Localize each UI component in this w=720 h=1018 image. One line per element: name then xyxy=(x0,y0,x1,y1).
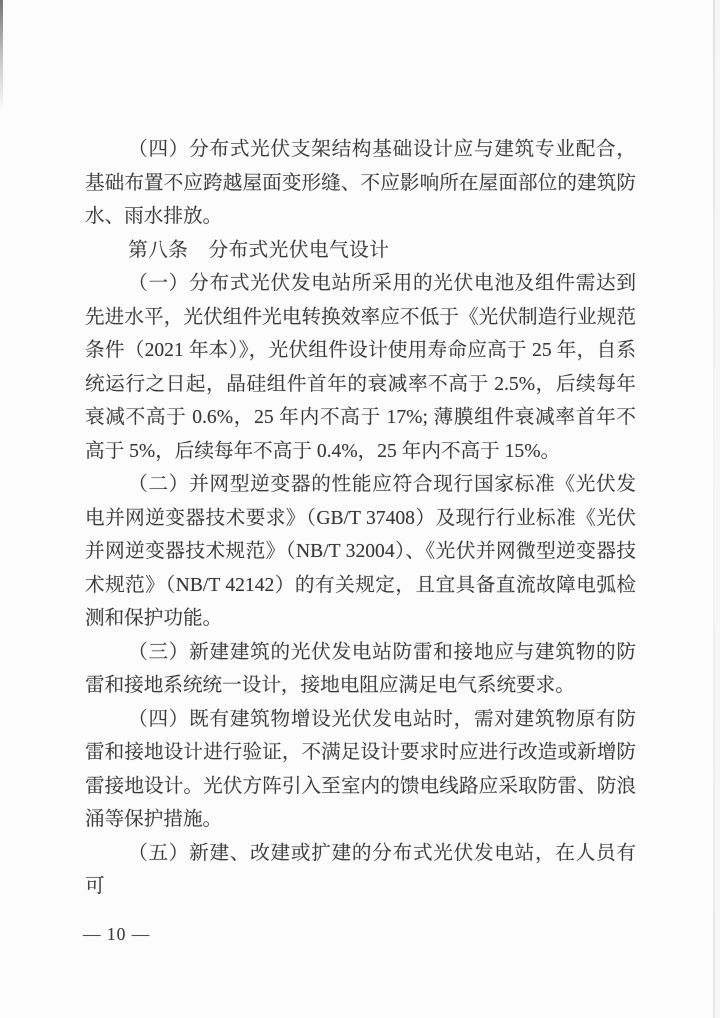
clause-paragraph: （二）并网型逆变器的性能应符合现行国家标准《光伏发电并网逆变器技术要求》（GB/T 37408）及现行行业标准《光伏并网逆变器技术规范》（NB/T 32004）、《光伏并网微型逆变器技术规范》（NB/T 42142）的有关规定，且宜具备直流故障电弧检测和保护功能。 xyxy=(85,474,636,629)
scan-edge-shade-right xyxy=(715,0,720,1018)
document-body xyxy=(85,133,636,904)
page-number: — 10 — xyxy=(83,924,151,944)
clause-paragraph: （四）分布式光伏支架结构基础设计应与建筑专业配合，基础布置不应跨越屋面变形缝、不应影响所在屋面部位的建筑防水、雨水排放。 xyxy=(85,139,636,227)
clause-paragraph: （一）分布式光伏发电站所采用的光伏电池及组件需达到先进水平，光伏组件光电转换效率应不低于《光伏制造行业规范条件（2021 年本）》，光伏组件设计使用寿命应高于 25 年，自系统运行之日起，晶硅组件首年的衰减率不高于 2.5%，后续每年衰减不高于 0.6%，25 年内不高于 17%; 薄膜组件衰减率首年不高于 5%，后续每年不高于 0.4%，25 年内不高于 15%。 xyxy=(85,273,636,462)
scan-edge-artifact-left xyxy=(0,0,3,110)
clause-paragraph: （三）新建建筑的光伏发电站防雷和接地应与建筑物的防雷和接地系统统一设计，接地电阻应满足电气系统要求。 xyxy=(85,641,636,696)
clause-paragraph: （五）新建、改建或扩建的分布式光伏发电站，在人员有可 xyxy=(85,842,636,897)
article-8-heading: 第八条 分布式光伏电气设计 xyxy=(128,239,390,261)
clause-paragraph: （四）既有建筑物增设光伏发电站时，需对建筑物原有防雷和接地设计进行验证，不满足设计要求时应进行改造或新增防雷接地设计。光伏方阵引入至室内的馈电线路应采取防雷、防浪涌等保护措施。 xyxy=(85,708,636,830)
scan-edge-artifact-right xyxy=(713,0,715,1018)
